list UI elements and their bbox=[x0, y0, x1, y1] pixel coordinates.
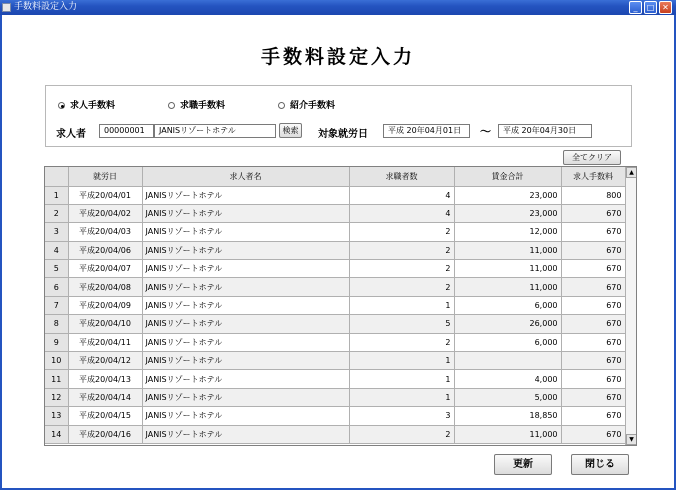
cell-wages[interactable]: 23,000 bbox=[454, 186, 561, 204]
search-button[interactable]: 検索 bbox=[279, 123, 302, 138]
fee-table bbox=[44, 166, 637, 446]
column-header-wages[interactable]: 賃金合計 bbox=[454, 167, 561, 186]
table-row[interactable] bbox=[45, 407, 625, 425]
row-number: 8 bbox=[45, 315, 68, 333]
app-icon bbox=[2, 3, 11, 12]
cell-fee[interactable]: 670 bbox=[561, 407, 625, 425]
cell-employer[interactable]: JANISリゾートホテル bbox=[142, 388, 349, 406]
radio-referral-fee[interactable] bbox=[278, 98, 335, 111]
cell-date[interactable]: 平成20/04/01 bbox=[68, 186, 142, 204]
cell-date[interactable]: 平成20/04/10 bbox=[68, 315, 142, 333]
minimize-icon[interactable]: _ bbox=[629, 1, 642, 14]
cell-wages[interactable]: 5,000 bbox=[454, 388, 561, 406]
cell-employer[interactable]: JANISリゾートホテル bbox=[142, 260, 349, 278]
cell-fee[interactable]: 670 bbox=[561, 241, 625, 259]
employer-code-field[interactable]: 00000001 bbox=[99, 124, 154, 138]
cell-seekers[interactable]: 1 bbox=[349, 388, 454, 406]
cell-fee[interactable]: 670 bbox=[561, 370, 625, 388]
cell-fee[interactable]: 670 bbox=[561, 315, 625, 333]
cell-seekers[interactable]: 5 bbox=[349, 315, 454, 333]
cell-seekers[interactable]: 3 bbox=[349, 407, 454, 425]
cell-wages[interactable]: 23,000 bbox=[454, 204, 561, 222]
cell-wages[interactable]: 18,850 bbox=[454, 407, 561, 425]
cell-fee[interactable]: 670 bbox=[561, 260, 625, 278]
column-header-fee[interactable]: 求人手数料 bbox=[561, 167, 625, 186]
table-row[interactable] bbox=[45, 223, 625, 241]
radio-seeker-fee[interactable] bbox=[168, 98, 225, 111]
cell-wages[interactable]: 11,000 bbox=[454, 278, 561, 296]
table-row[interactable] bbox=[45, 296, 625, 314]
cell-employer[interactable]: JANISリゾートホテル bbox=[142, 186, 349, 204]
cell-date[interactable]: 平成20/04/16 bbox=[68, 425, 142, 443]
row-number: 11 bbox=[45, 370, 68, 388]
column-header-seekers[interactable]: 求職者数 bbox=[349, 167, 454, 186]
cell-employer[interactable]: JANISリゾートホテル bbox=[142, 204, 349, 222]
row-number: 14 bbox=[45, 425, 68, 443]
cell-employer[interactable]: JANISリゾートホテル bbox=[142, 333, 349, 351]
cell-fee[interactable]: 670 bbox=[561, 333, 625, 351]
cell-fee[interactable]: 670 bbox=[561, 388, 625, 406]
cell-employer[interactable]: JANISリゾートホテル bbox=[142, 223, 349, 241]
cell-date[interactable]: 平成20/04/03 bbox=[68, 223, 142, 241]
cell-employer[interactable]: JANISリゾートホテル bbox=[142, 370, 349, 388]
cell-wages[interactable]: 6,000 bbox=[454, 333, 561, 351]
fee-table-grid bbox=[45, 167, 626, 444]
cell-fee[interactable]: 670 bbox=[561, 425, 625, 443]
radio-label: 求人手数料 bbox=[70, 101, 116, 111]
cell-wages[interactable]: 26,000 bbox=[454, 315, 561, 333]
cell-date[interactable]: 平成20/04/08 bbox=[68, 278, 142, 296]
cell-employer[interactable]: JANISリゾートホテル bbox=[142, 296, 349, 314]
cell-wages[interactable] bbox=[454, 352, 561, 370]
table-row[interactable] bbox=[45, 260, 625, 278]
cell-date[interactable]: 平成20/04/13 bbox=[68, 370, 142, 388]
cell-seekers[interactable]: 1 bbox=[349, 352, 454, 370]
date-to-field[interactable]: 平成 20年04月30日 bbox=[498, 124, 592, 138]
column-header-employer[interactable]: 求人者名 bbox=[142, 167, 349, 186]
cell-date[interactable]: 平成20/04/09 bbox=[68, 296, 142, 314]
row-number: 5 bbox=[45, 260, 68, 278]
radio-dot[interactable] bbox=[278, 102, 285, 109]
search-criteria-panel bbox=[45, 85, 632, 147]
row-number: 12 bbox=[45, 388, 68, 406]
table-row[interactable] bbox=[45, 204, 625, 222]
radio-label: 紹介手数料 bbox=[290, 101, 336, 111]
column-header-date[interactable]: 就労日 bbox=[68, 167, 142, 186]
date-from-field[interactable]: 平成 20年04月01日 bbox=[383, 124, 470, 138]
cell-wages[interactable]: 11,000 bbox=[454, 241, 561, 259]
table-header-row bbox=[45, 167, 625, 186]
cell-seekers[interactable]: 2 bbox=[349, 425, 454, 443]
table-row[interactable] bbox=[45, 278, 625, 296]
row-number: 13 bbox=[45, 407, 68, 425]
cell-date[interactable]: 平成20/04/15 bbox=[68, 407, 142, 425]
radio-dot[interactable] bbox=[168, 102, 175, 109]
maximize-icon[interactable]: □ bbox=[644, 1, 657, 14]
cell-date[interactable]: 平成20/04/07 bbox=[68, 260, 142, 278]
table-row[interactable] bbox=[45, 241, 625, 259]
radio-dot-selected[interactable] bbox=[58, 102, 65, 109]
row-number: 4 bbox=[45, 241, 68, 259]
row-number: 2 bbox=[45, 204, 68, 222]
cell-fee[interactable]: 670 bbox=[561, 278, 625, 296]
table-row[interactable] bbox=[45, 315, 625, 333]
cell-fee[interactable]: 800 bbox=[561, 186, 625, 204]
table-row[interactable] bbox=[45, 388, 625, 406]
cell-date[interactable]: 平成20/04/12 bbox=[68, 352, 142, 370]
cell-fee[interactable]: 670 bbox=[561, 296, 625, 314]
table-row[interactable] bbox=[45, 352, 625, 370]
column-header-rownum bbox=[45, 167, 68, 186]
cell-fee[interactable]: 670 bbox=[561, 352, 625, 370]
cell-wages[interactable]: 6,000 bbox=[454, 296, 561, 314]
cell-seekers[interactable]: 2 bbox=[349, 333, 454, 351]
row-number: 3 bbox=[45, 223, 68, 241]
cell-seekers[interactable]: 4 bbox=[349, 186, 454, 204]
vertical-scrollbar[interactable] bbox=[625, 167, 637, 445]
cell-date[interactable]: 平成20/04/14 bbox=[68, 388, 142, 406]
scroll-down-icon[interactable]: ▼ bbox=[626, 434, 637, 445]
cell-seekers[interactable]: 1 bbox=[349, 370, 454, 388]
scroll-up-icon[interactable]: ▲ bbox=[626, 167, 637, 178]
cell-fee[interactable]: 670 bbox=[561, 223, 625, 241]
cell-seekers[interactable]: 2 bbox=[349, 241, 454, 259]
row-number: 1 bbox=[45, 186, 68, 204]
cell-employer[interactable]: JANISリゾートホテル bbox=[142, 425, 349, 443]
cell-seekers[interactable]: 2 bbox=[349, 223, 454, 241]
close-button[interactable]: 閉じる bbox=[571, 454, 629, 475]
row-number: 10 bbox=[45, 352, 68, 370]
cell-date[interactable]: 平成20/04/06 bbox=[68, 241, 142, 259]
period-label: 対象就労日 bbox=[318, 129, 368, 140]
table-row[interactable] bbox=[45, 425, 625, 443]
cell-wages[interactable]: 11,000 bbox=[454, 260, 561, 278]
row-number: 6 bbox=[45, 278, 68, 296]
table-row[interactable] bbox=[45, 186, 625, 204]
cell-employer[interactable]: JANISリゾートホテル bbox=[142, 407, 349, 425]
cell-seekers[interactable]: 2 bbox=[349, 260, 454, 278]
cell-employer[interactable]: JANISリゾートホテル bbox=[142, 278, 349, 296]
cell-seekers[interactable]: 2 bbox=[349, 278, 454, 296]
window-titlebar bbox=[0, 0, 676, 15]
page-title: 手数料設定入力 bbox=[260, 46, 415, 68]
cell-wages[interactable]: 11,000 bbox=[454, 425, 561, 443]
cell-wages[interactable]: 12,000 bbox=[454, 223, 561, 241]
table-row[interactable] bbox=[45, 370, 625, 388]
employer-name-field[interactable]: JANISリゾートホテル bbox=[154, 124, 276, 138]
close-icon[interactable]: ✕ bbox=[659, 1, 672, 14]
radio-employer-fee[interactable] bbox=[58, 98, 115, 111]
cell-wages[interactable]: 4,000 bbox=[454, 370, 561, 388]
update-button[interactable]: 更新 bbox=[494, 454, 552, 475]
cell-date[interactable]: 平成20/04/02 bbox=[68, 204, 142, 222]
cell-seekers[interactable]: 1 bbox=[349, 296, 454, 314]
cell-fee[interactable]: 670 bbox=[561, 204, 625, 222]
cell-seekers[interactable]: 4 bbox=[349, 204, 454, 222]
cell-employer[interactable]: JANISリゾートホテル bbox=[142, 315, 349, 333]
employer-label: 求人者 bbox=[56, 129, 86, 140]
window-title: 手数料設定入力 bbox=[14, 2, 78, 12]
table-row[interactable] bbox=[45, 333, 625, 351]
cell-employer[interactable]: JANISリゾートホテル bbox=[142, 352, 349, 370]
clear-all-button[interactable]: 全てクリア bbox=[563, 150, 621, 165]
row-number: 9 bbox=[45, 333, 68, 351]
radio-label: 求職手数料 bbox=[180, 101, 226, 111]
range-tilde: ～ bbox=[480, 125, 491, 138]
row-number: 7 bbox=[45, 296, 68, 314]
cell-date[interactable]: 平成20/04/11 bbox=[68, 333, 142, 351]
cell-employer[interactable]: JANISリゾートホテル bbox=[142, 241, 349, 259]
